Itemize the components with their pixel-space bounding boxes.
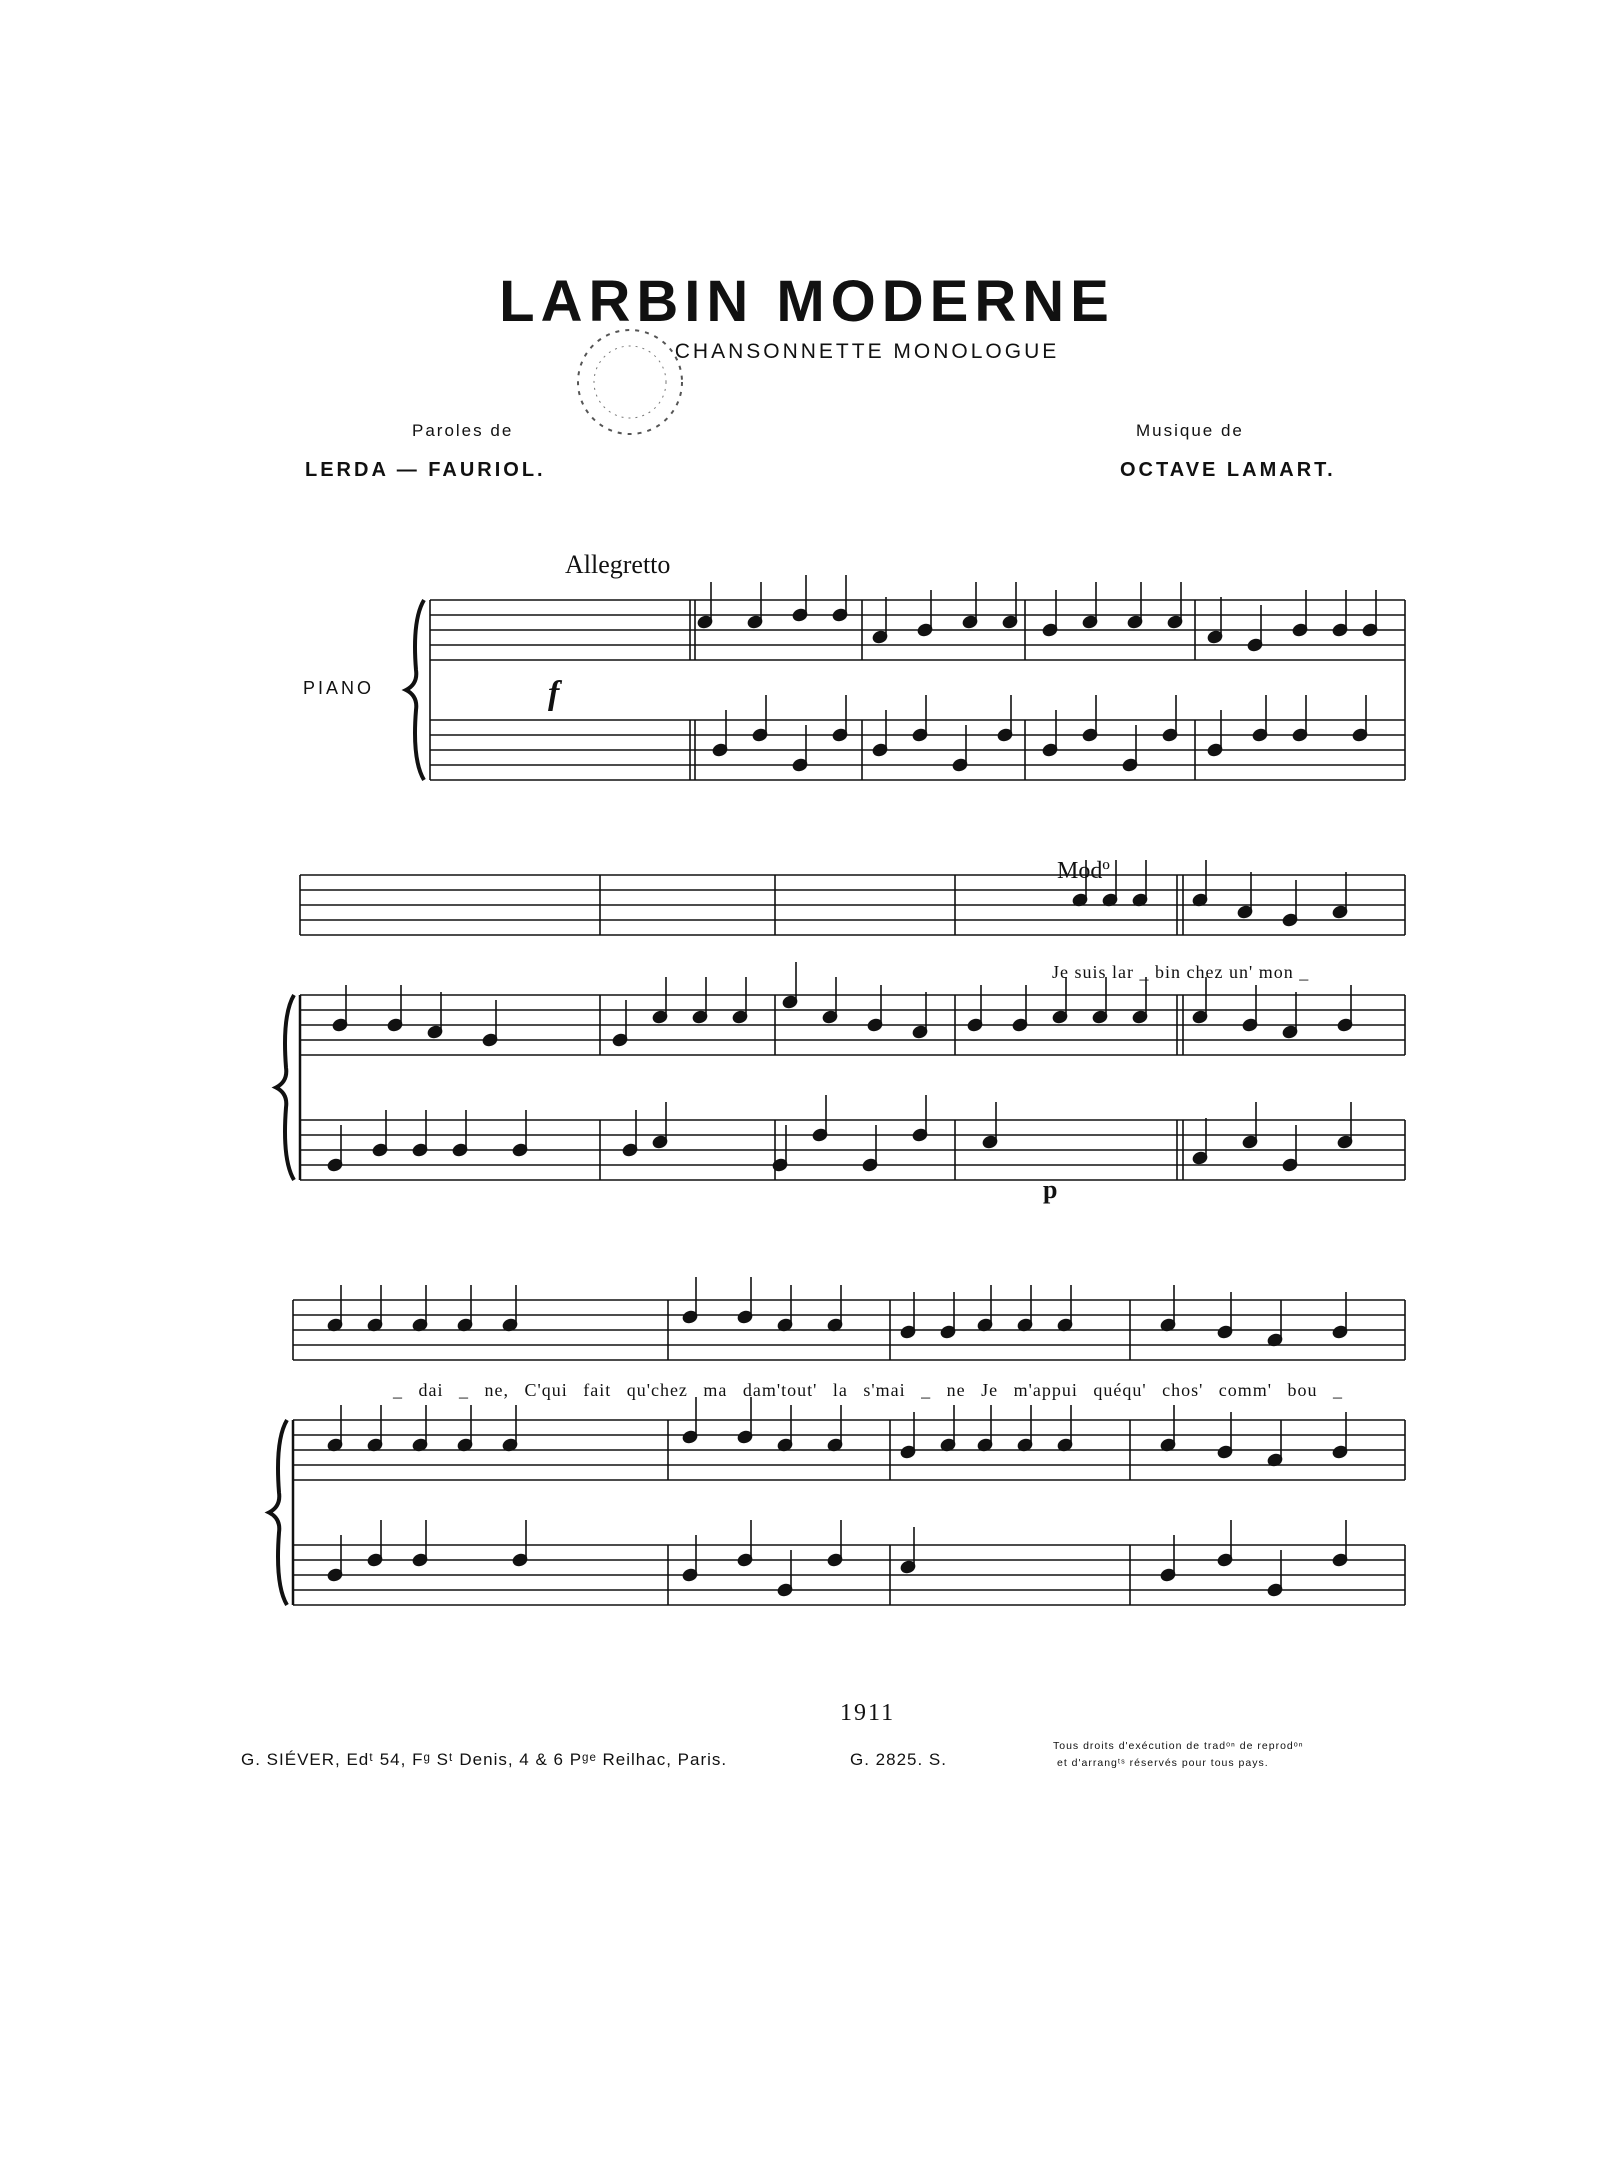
lyricist-label: Paroles de: [412, 421, 514, 440]
staff-brace: [269, 1420, 287, 1605]
tempo-moderato: Modº: [1057, 858, 1110, 884]
piano-bass-staff-3: [293, 1545, 1405, 1605]
rights-line-2: et d'arrangᵗˢ réservés pour tous pays.: [1057, 1757, 1269, 1769]
rights-line-1: Tous droits d'exécution de tradᵒⁿ de reprodᵒⁿ: [1053, 1740, 1304, 1752]
plate-number: G. 2825. S.: [850, 1750, 947, 1769]
piano-treble-staff-2: [300, 995, 1405, 1055]
page-number: 1911: [840, 1700, 896, 1726]
dynamic-forte: f: [548, 675, 560, 712]
song-subtitle: CHANSONNETTE MONOLOGUE: [674, 340, 1060, 363]
piano-treble-staff-3: [293, 1420, 1405, 1480]
lyrics-line-2: _ dai _ ne, C'qui fait qu'chez ma dam'tout' la s'mai _ ne Je m'appui quéqu' chos' comm' bou _: [393, 1380, 1344, 1400]
piano-treble-staff-1: [430, 600, 1405, 660]
lyrics-line-1: Je suis lar _ bin chez un' mon _: [1052, 962, 1310, 982]
composer-label: Musique de: [1136, 421, 1244, 440]
lyricist-name: LERDA — FAURIOL.: [305, 459, 546, 481]
voice-staff-3: [293, 1300, 1405, 1360]
voice-staff-2: [300, 875, 1405, 935]
dynamic-piano: p: [1043, 1175, 1058, 1204]
song-title: LARBIN MODERNE: [499, 269, 1115, 334]
publisher-info: G. SIÉVER, Edᵗ 54, Fᵍ Sᵗ Denis, 4 & 6 Pᵍᵉ Reilhac, Paris.: [241, 1750, 728, 1769]
composer-name: OCTAVE LAMART.: [1120, 459, 1336, 481]
tempo-marking: Allegretto: [565, 550, 671, 579]
staff-brace: [406, 600, 424, 780]
piano-bass-staff-1: [430, 720, 1405, 780]
rights-notice: [1053, 1738, 1304, 1772]
staff-brace: [276, 995, 294, 1180]
instrument-label: PIANO: [303, 678, 375, 698]
